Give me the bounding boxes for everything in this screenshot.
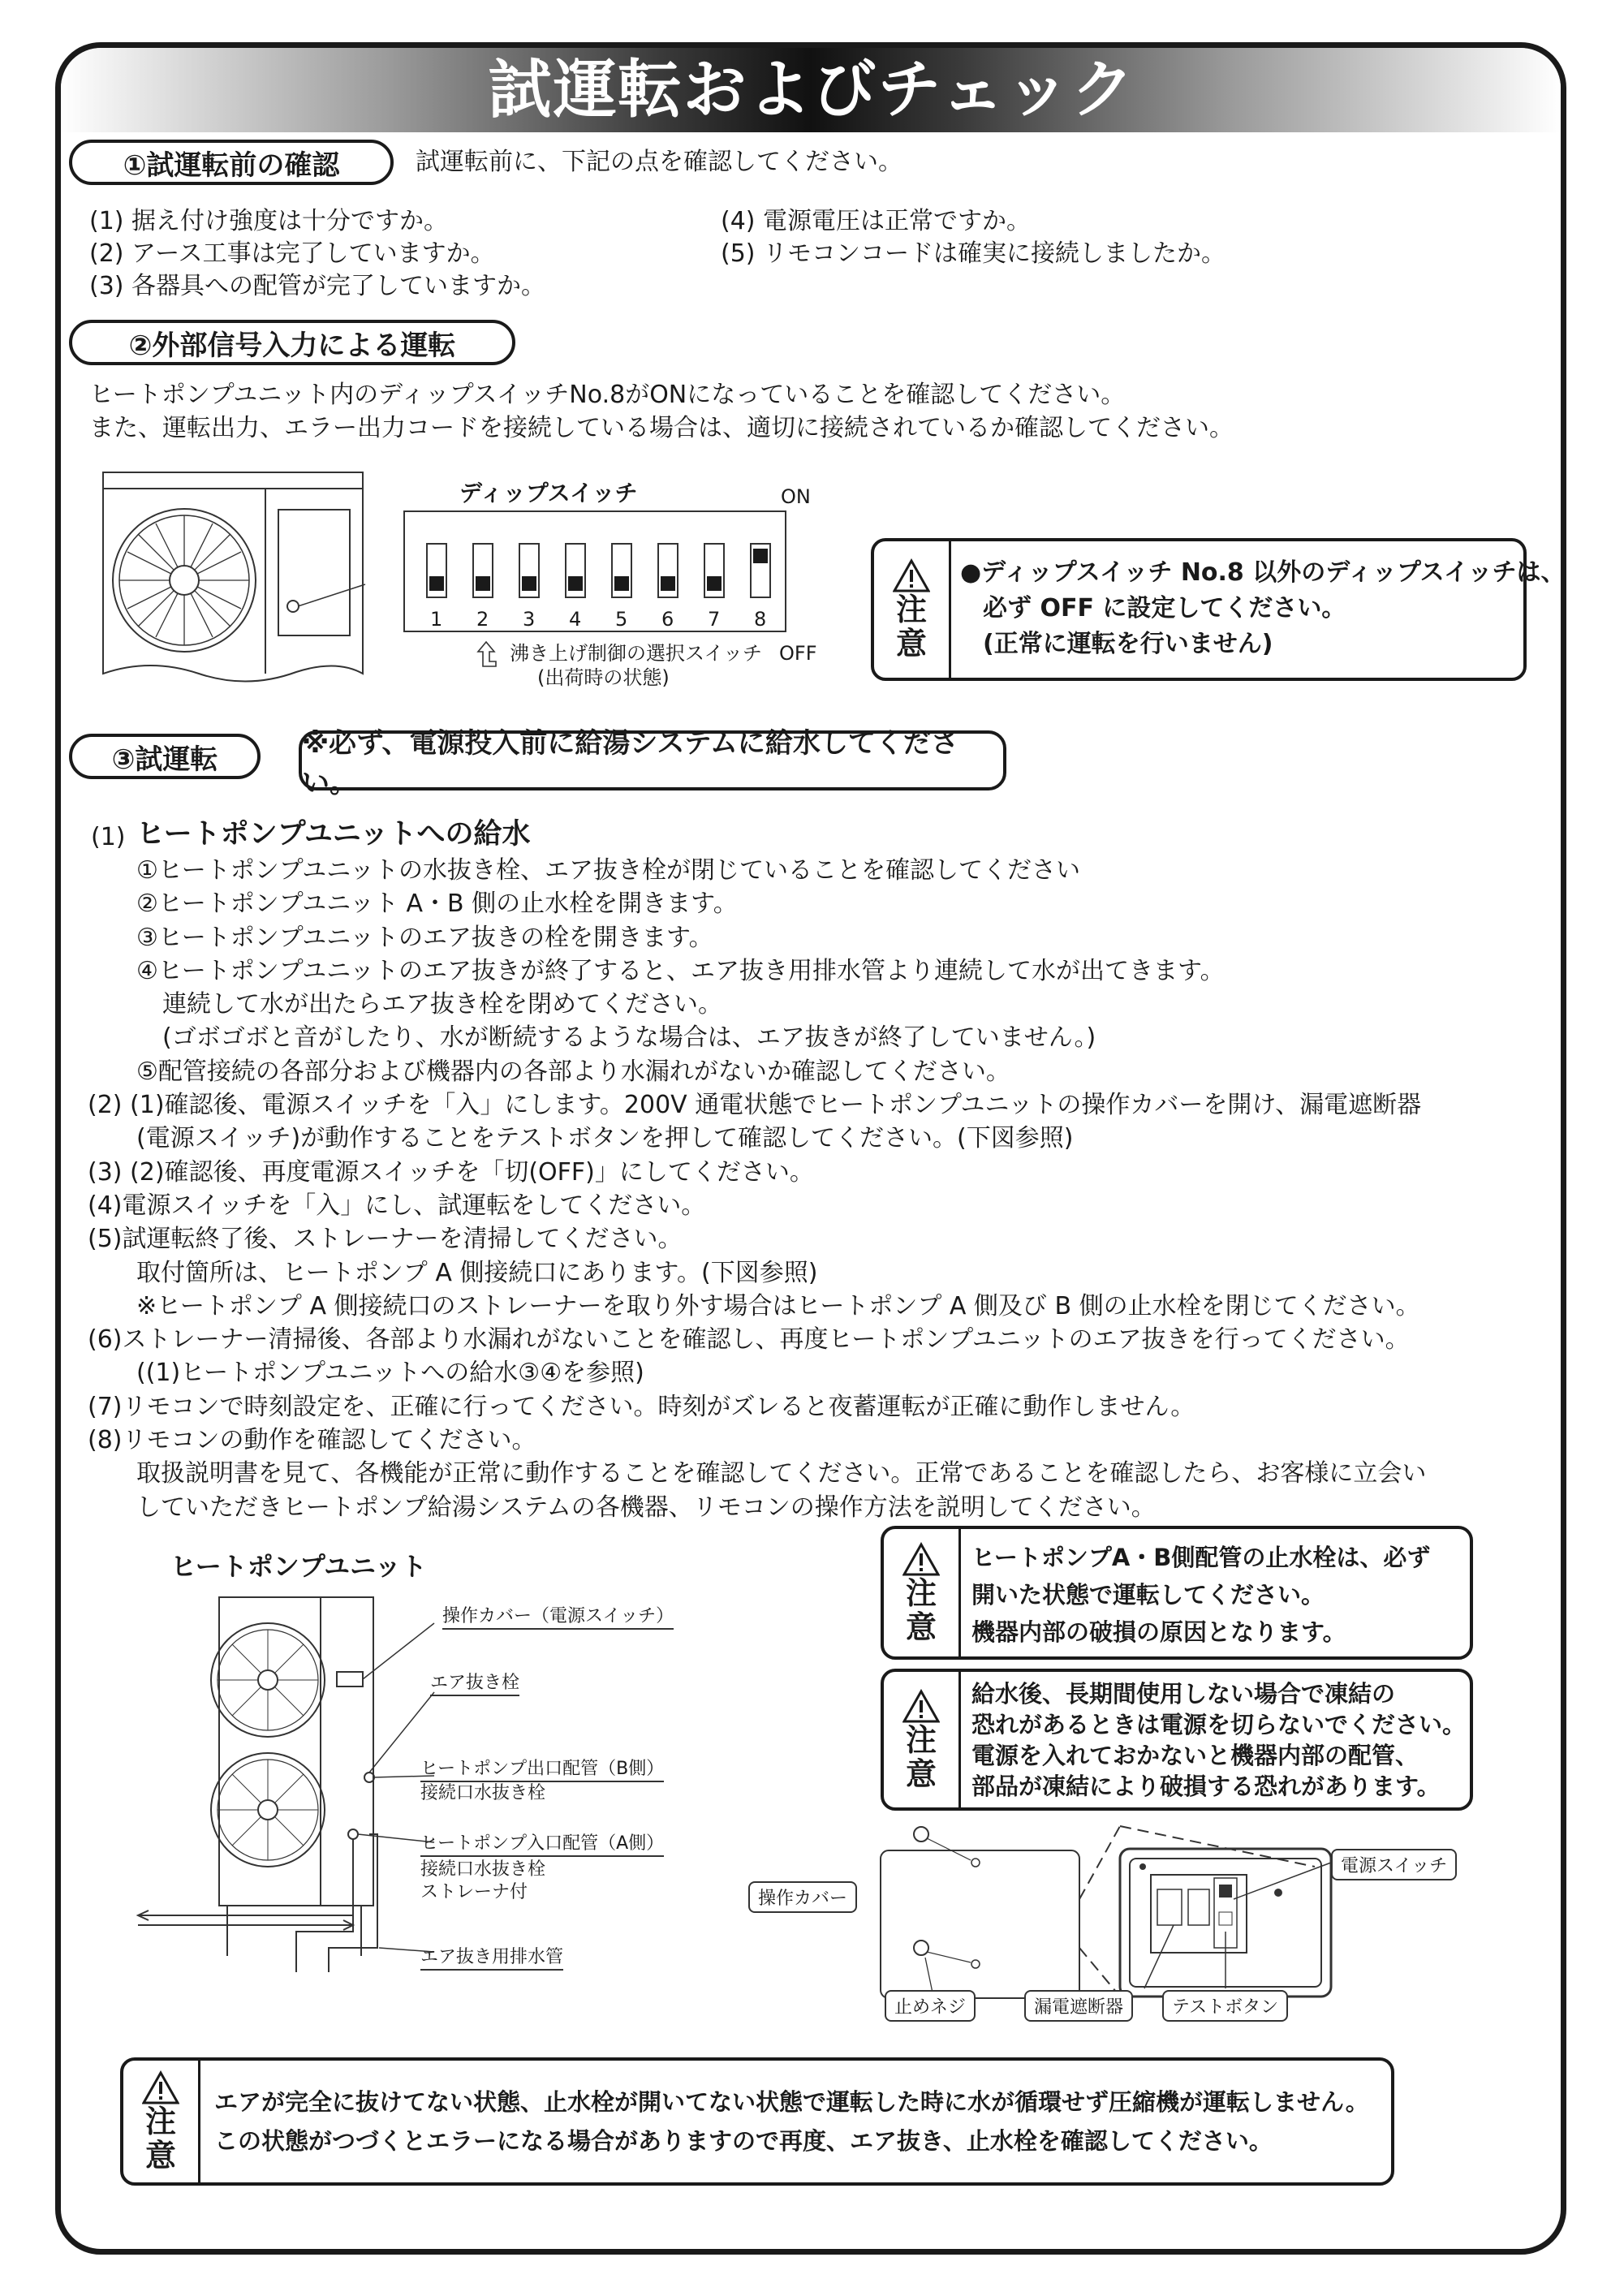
caution-dip-side <box>874 541 951 678</box>
section1-item-5: (5) リモコンコードは確実に接続しましたか。 <box>721 239 1226 268</box>
label-air-vent: エア抜き栓 <box>430 1672 519 1696</box>
caution-air-label: 注意 <box>144 2104 176 2173</box>
dip-number-7: 7 <box>708 608 721 631</box>
caution-valve <box>881 1526 1473 1660</box>
step-line: (4)電源スイッチを「入」にし、試運転をしてください。 <box>88 1191 706 1220</box>
step-line: (7)リモコンで時刻設定を、正確に行ってください。時刻がズレると夜蓄運転が正確に動作しません。 <box>88 1392 1195 1421</box>
dip-number-1: 1 <box>430 608 443 631</box>
dip-off-label: OFF <box>779 642 817 665</box>
caution-air-line-1: エアが完全に抜けてない状態、止水栓が開いてない状態で運転した時に水が循環せず圧縮機が運転しません。 <box>214 2088 1369 2116</box>
section1-item-2: (2) アース工事は完了していますか。 <box>89 239 495 268</box>
label-outlet-pipe: ヒートポンプ出口配管（B側） <box>420 1758 664 1782</box>
caution-valve-label: 注意 <box>905 1574 937 1645</box>
caution-freeze-line-2: 恐れがあるときは電源を切らないでください。 <box>971 1711 1467 1738</box>
step-line: (6)ストレーナー清掃後、各部より水漏れがないことを確認し、再度ヒートポンプユニットのエア抜きを行ってください。 <box>88 1325 1410 1355</box>
dip-number-2: 2 <box>476 608 489 631</box>
caution-dip-label: 注意 <box>895 592 927 661</box>
step-line: (3) (2)確認後、再度電源スイッチを「切(OFF)」にしてください。 <box>88 1157 814 1187</box>
step-line: ※ヒートポンプ A 側接続口のストレーナーを取り外す場合はヒートポンプ A 側及び B 側の止水栓を閉じてください。 <box>136 1291 1420 1320</box>
dip-note-2: (出荷時の状態) <box>537 666 670 689</box>
caution-freeze-line-4: 部品が凍結により破損する恐れがあります。 <box>971 1773 1441 1800</box>
step-line: 取扱説明書を見て、各機能が正常に動作することを確認してください。正常であることを確認したら、お客様に立会い <box>136 1459 1427 1488</box>
dip-knob-1 <box>429 576 444 591</box>
caution-freeze-line-1: 給水後、長期間使用しない場合で凍結の <box>971 1680 1396 1708</box>
step-line: 取付箇所は、ヒートポンプ A 側接続口にあります。(下図参照) <box>136 1258 818 1287</box>
dip-arrow-icon <box>475 639 499 671</box>
section2-heading: ②外部信号入力による運転 <box>69 320 515 365</box>
dip-number-8: 8 <box>754 608 767 631</box>
caution-valve-line-3: 機器内部の破損の原因となります。 <box>971 1618 1346 1646</box>
step-line: (2) (1)確認後、電源スイッチを「入」にします。200V 通電状態でヒートポンプユニットの操作カバーを開け、漏電遮断器 <box>88 1091 1422 1120</box>
label-cover: 操作カバー（電源スイッチ） <box>442 1605 674 1630</box>
warning-icon <box>902 1542 940 1576</box>
dip-knob-3 <box>522 576 536 591</box>
caution-air <box>120 2057 1394 2186</box>
section1-intro: 試運転前に、下記の点を確認してください。 <box>416 148 902 176</box>
dip-switch-drawing <box>403 510 792 635</box>
label-outlet-drain: 接続口水抜き栓 <box>420 1783 546 1803</box>
caution-dip-line-3: (正常に運転を行いません) <box>983 630 1273 658</box>
warning-icon <box>902 1689 940 1723</box>
caution-valve-line-2: 開いた状態で運転してください。 <box>971 1581 1325 1609</box>
section3-sub-heading: ヒートポンプユニットへの給水 <box>136 818 531 851</box>
dip-knob-4 <box>568 576 583 591</box>
step-line: (ゴボゴボと音がしたり、水が断続するような場合は、エア抜きが終了していません。) <box>162 1023 1096 1053</box>
step-line: していただきヒートポンプ給湯システムの各機器、リモコンの操作方法を説明してください。 <box>136 1493 1156 1522</box>
callout-cover: 操作カバー <box>748 1881 857 1913</box>
section3-sub-prefix: (1) <box>91 823 126 851</box>
dip-knob-5 <box>614 576 629 591</box>
section2-line-1: ヒートポンプユニット内のディップスイッチNo.8がONになっていることを確認してください。 <box>89 381 1126 409</box>
label-drain-pipe: エア抜き用排水管 <box>420 1946 563 1971</box>
section1-item-4: (4) 電源電圧は正常ですか。 <box>721 207 1032 235</box>
heat-pump-unit-drawing <box>134 1591 442 1972</box>
step-line: ((1)ヒートポンプユニットへの給水③④を参照) <box>136 1359 644 1388</box>
step-line: ④ヒートポンプユニットのエア抜きが終了すると、エア抜き用排水管より連続して水が出てきます。 <box>136 956 1225 985</box>
warning-icon <box>893 558 930 592</box>
caution-valve-line-1: ヒートポンプA・B側配管の止水栓は、必ず <box>971 1544 1431 1571</box>
caution-air-line-2: この状態がつづくとエラーになる場合がありますので再度、エア抜き、止水栓を確認してください。 <box>214 2127 1273 2155</box>
callout-screw: 止めネジ <box>885 1990 976 2022</box>
caution-dip-line-1: ●ディップスイッチ No.8 以外のディップスイッチは、 <box>960 558 1566 587</box>
dip-note-1: 沸き上げ制御の選択スイッチ <box>510 642 763 665</box>
step-line: (電源スイッチ)が動作することをテストボタンを押して確認してください。(下図参照) <box>136 1124 1074 1153</box>
dip-number-5: 5 <box>615 608 628 631</box>
callout-test-button: テストボタン <box>1162 1990 1288 2022</box>
dip-number-6: 6 <box>661 608 674 631</box>
outdoor-unit-drawing <box>101 471 369 690</box>
dip-on-label: ON <box>781 485 811 508</box>
dip-knob-2 <box>476 576 490 591</box>
section1-heading: ①試運転前の確認 <box>69 140 394 185</box>
section3-steps <box>0 854 1624 1524</box>
page-title: 試運転およびチェック <box>488 54 1136 127</box>
step-line: ②ヒートポンプユニット A・B 側の止水栓を開きます。 <box>136 890 738 919</box>
dip-number-3: 3 <box>523 608 536 631</box>
caution-freeze <box>881 1669 1473 1811</box>
caution-freeze-line-3: 電源を入れておかないと機器内部の配管、 <box>971 1742 1419 1769</box>
section2-line-2: また、運転出力、エラー出力コードを接続している場合は、適切に接続されているか確認してください。 <box>89 414 1234 442</box>
section3-heading: ③試運転 <box>69 734 261 779</box>
caution-freeze-label: 注意 <box>905 1721 937 1792</box>
dip-knob-7 <box>707 576 722 591</box>
warning-icon <box>142 2070 179 2104</box>
step-line: ①ヒートポンプユニットの水抜き栓、エア抜き栓が閉じていることを確認してください <box>136 856 1080 885</box>
dip-switch-title: ディップスイッチ <box>459 480 638 506</box>
unit-diagram-title: ヒートポンプユニット <box>170 1551 427 1582</box>
caution-dip <box>871 538 1566 681</box>
step-line: (8)リモコンの動作を確認してください。 <box>88 1426 536 1455</box>
callout-power-switch: 電源スイッチ <box>1331 1849 1457 1880</box>
label-strainer: ストレーナ付 <box>420 1882 528 1902</box>
dip-number-4: 4 <box>569 608 582 631</box>
section3-notice: ※必ず、電源投入前に給湯システムに給水してください。 <box>299 730 1006 790</box>
step-line: ③ヒートポンプユニットのエア抜きの栓を開きます。 <box>136 923 713 952</box>
callout-breaker: 漏電遮断器 <box>1024 1990 1133 2022</box>
section1-item-3: (3) 各器具への配管が完了していますか。 <box>89 272 546 300</box>
caution-dip-line-2: 必ず OFF に設定してください。 <box>983 594 1346 622</box>
section1-item-1: (1) 据え付け強度は十分ですか。 <box>89 207 449 235</box>
label-inlet-pipe: ヒートポンプ入口配管（A側） <box>420 1833 664 1857</box>
dip-knob-6 <box>661 576 675 591</box>
step-line: (5)試運転終了後、ストレーナーを清掃してください。 <box>88 1225 683 1254</box>
step-line: 連続して水が出たらエア抜き栓を閉めてください。 <box>162 990 722 1019</box>
label-inlet-drain: 接続口水抜き栓 <box>420 1859 546 1880</box>
step-line: ⑤配管接続の各部分および機器内の各部より水漏れがないか確認してください。 <box>136 1057 1010 1086</box>
dip-knob-8 <box>753 549 768 563</box>
